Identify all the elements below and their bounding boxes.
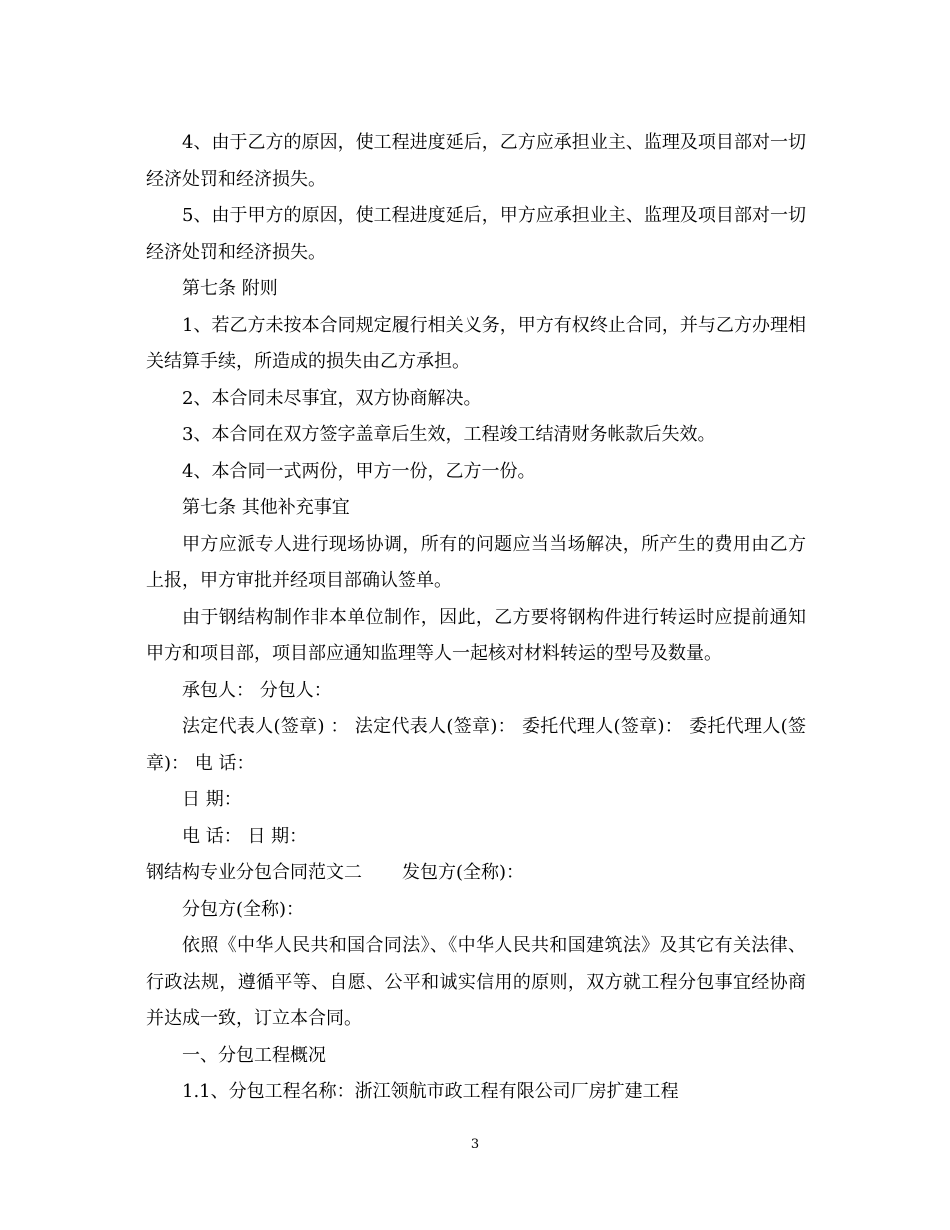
document-body [146, 125, 806, 1111]
page-number: 3 [470, 1137, 480, 1152]
paragraph-appendix-4: 4、本合同一式两份，甲方一份，乙方一份。 [182, 460, 536, 482]
paragraph-clause-5: 5、由于甲方的原因，使工程进度延后，甲方应承担业主、监理及项目部对一切经济处罚和经济损失。 [146, 205, 806, 263]
signature-parties: 承包人： 分包人： [182, 679, 332, 701]
paragraph-appendix-1: 1、若乙方未按本合同规定履行相关义务，甲方有权终止合同，并与乙方办理相关结算手续，所造成的损失由乙方承担。 [146, 314, 806, 372]
paragraph-project-name: 1.1、分包工程名称：浙江领航市政工程有限公司厂房扩建工程 [182, 1081, 679, 1102]
signature-representatives: 法定代表人(签章) ： 法定代表人(签章)： 委托代理人(签章)： 委托代理人(签章)： 电 话： [146, 716, 806, 774]
paragraph-appendix-3: 3、本合同在双方签字盖章后生效，工程竣工结清财务帐款后失效。 [182, 424, 716, 445]
paragraph-appendix-2: 2、本合同未尽事宜，双方协商解决。 [182, 387, 482, 409]
section-heading-appendix: 第七条 附则 [182, 278, 278, 299]
paragraph-coordination: 甲方应派专人进行现场协调，所有的问题应当当场解决，所产生的费用由乙方上报，甲方审批并经项目部确认签单。 [146, 533, 806, 591]
employer-label: 发包方(全称)： [402, 862, 525, 883]
signature-phone-date: 电 话： 日 期： [182, 825, 308, 847]
paragraph-clause-4: 4、由于乙方的原因，使工程进度延后，乙方应承担业主、监理及项目部对一切经济处罚和经济损失。 [146, 132, 806, 190]
contract-title-line [146, 855, 806, 892]
paragraph-legal-basis: 依照《中华人民共和国合同法》、《中华人民共和国建筑法》及其它有关法律、行政法规，遵循平等、自愿、公平和诚实信用的原则，双方就工程分包事宜经协商并达成一致，订立本合同。 [146, 935, 806, 1029]
subcontractor-label: 分包方(全称)： [182, 898, 305, 920]
section-heading-supplementary: 第七条 其他补充事宜 [182, 497, 350, 518]
signature-date: 日 期： [182, 789, 242, 810]
contract-title: 钢结构专业分包合同范文二 [146, 862, 362, 883]
paragraph-transport: 由于钢结构制作非本单位制作，因此，乙方要将钢构件进行转运时应提前通知甲方和项目部，项目部应通知监理等人一起核对材料转运的型号及数量。 [146, 606, 806, 664]
section-heading-overview: 一、分包工程概况 [182, 1044, 326, 1066]
